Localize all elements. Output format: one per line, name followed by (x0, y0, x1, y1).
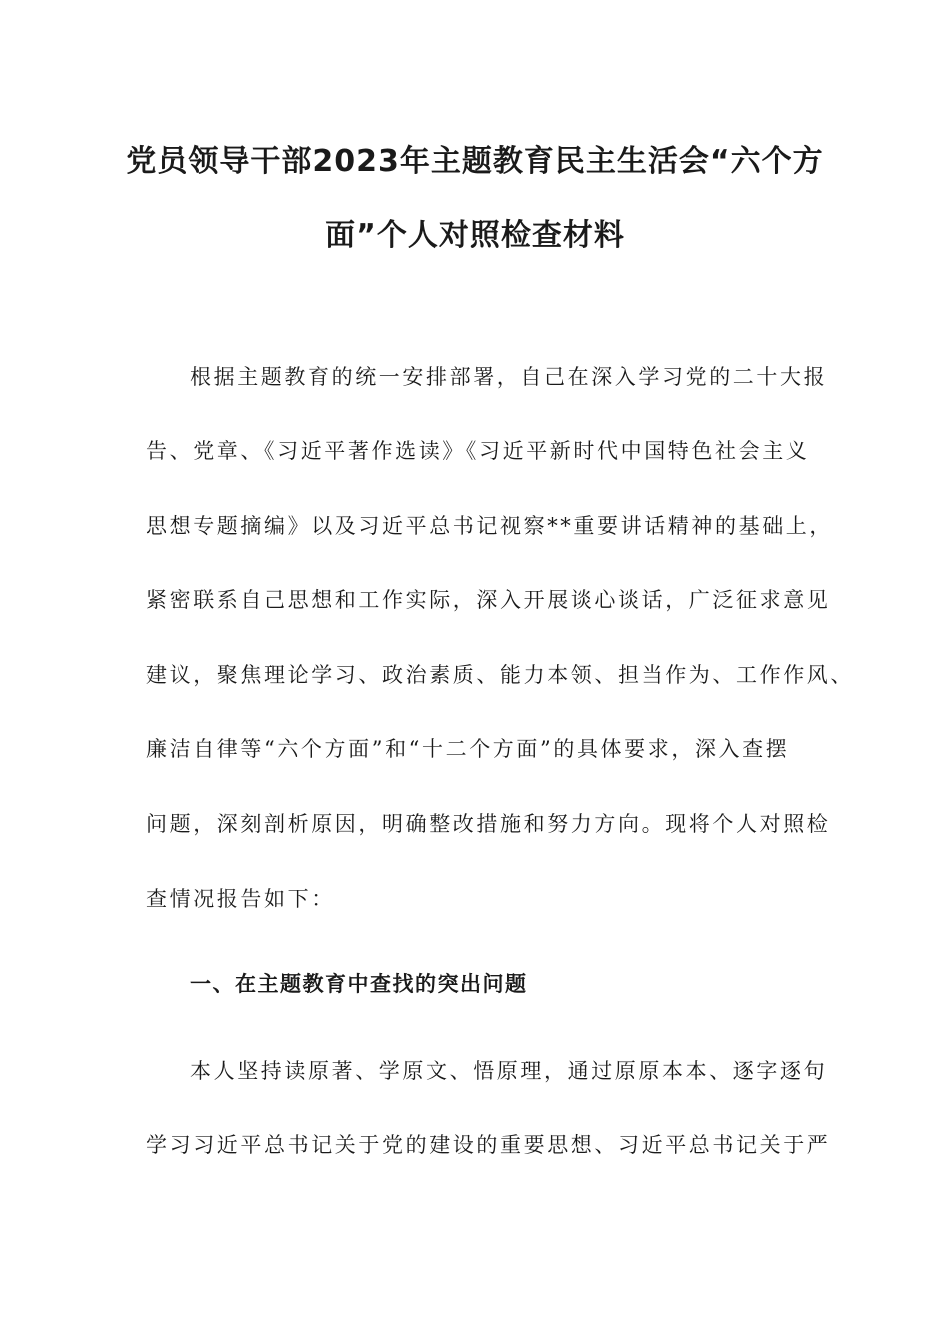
section-heading: 一、在主题教育中查找的突出问题 (190, 972, 528, 996)
section-line: 学习习近平总书记关于党的建设的重要思想、习近平总书记关于严 (146, 1133, 831, 1157)
intro-line: 告、党章、《习近平著作选读》《习近平新时代中国特色社会主义 (146, 439, 810, 463)
intro-line: 查情况报告如下： (146, 887, 335, 911)
intro-line: 根据主题教育的统一安排部署，自己在深入学习党的二十大报 (190, 365, 828, 389)
intro-line: 廉洁自律等“六个方面”和“十二个方面”的具体要求，深入查摆 (146, 737, 790, 761)
intro-line: 紧密联系自己思想和工作实际，深入开展谈心谈话，广泛征求意见 (146, 588, 831, 612)
intro-line: 建议，聚焦理论学习、政治素质、能力本领、担当作为、工作作风、 (146, 663, 854, 687)
intro-line: 思想专题摘编》以及习近平总书记视察**重要讲话精神的基础上， (146, 514, 833, 538)
section-line: 本人坚持读原著、学原文、悟原理，通过原原本本、逐字逐句 (190, 1059, 828, 1083)
document-title-line-1: 党员领导干部2023年主题教育民主生活会“六个方 (126, 144, 824, 179)
intro-line: 问题，深刻剖析原因，明确整改措施和努力方向。现将个人对照检 (146, 812, 831, 836)
document-title-line-2: 面”个人对照检查材料 (325, 218, 625, 253)
